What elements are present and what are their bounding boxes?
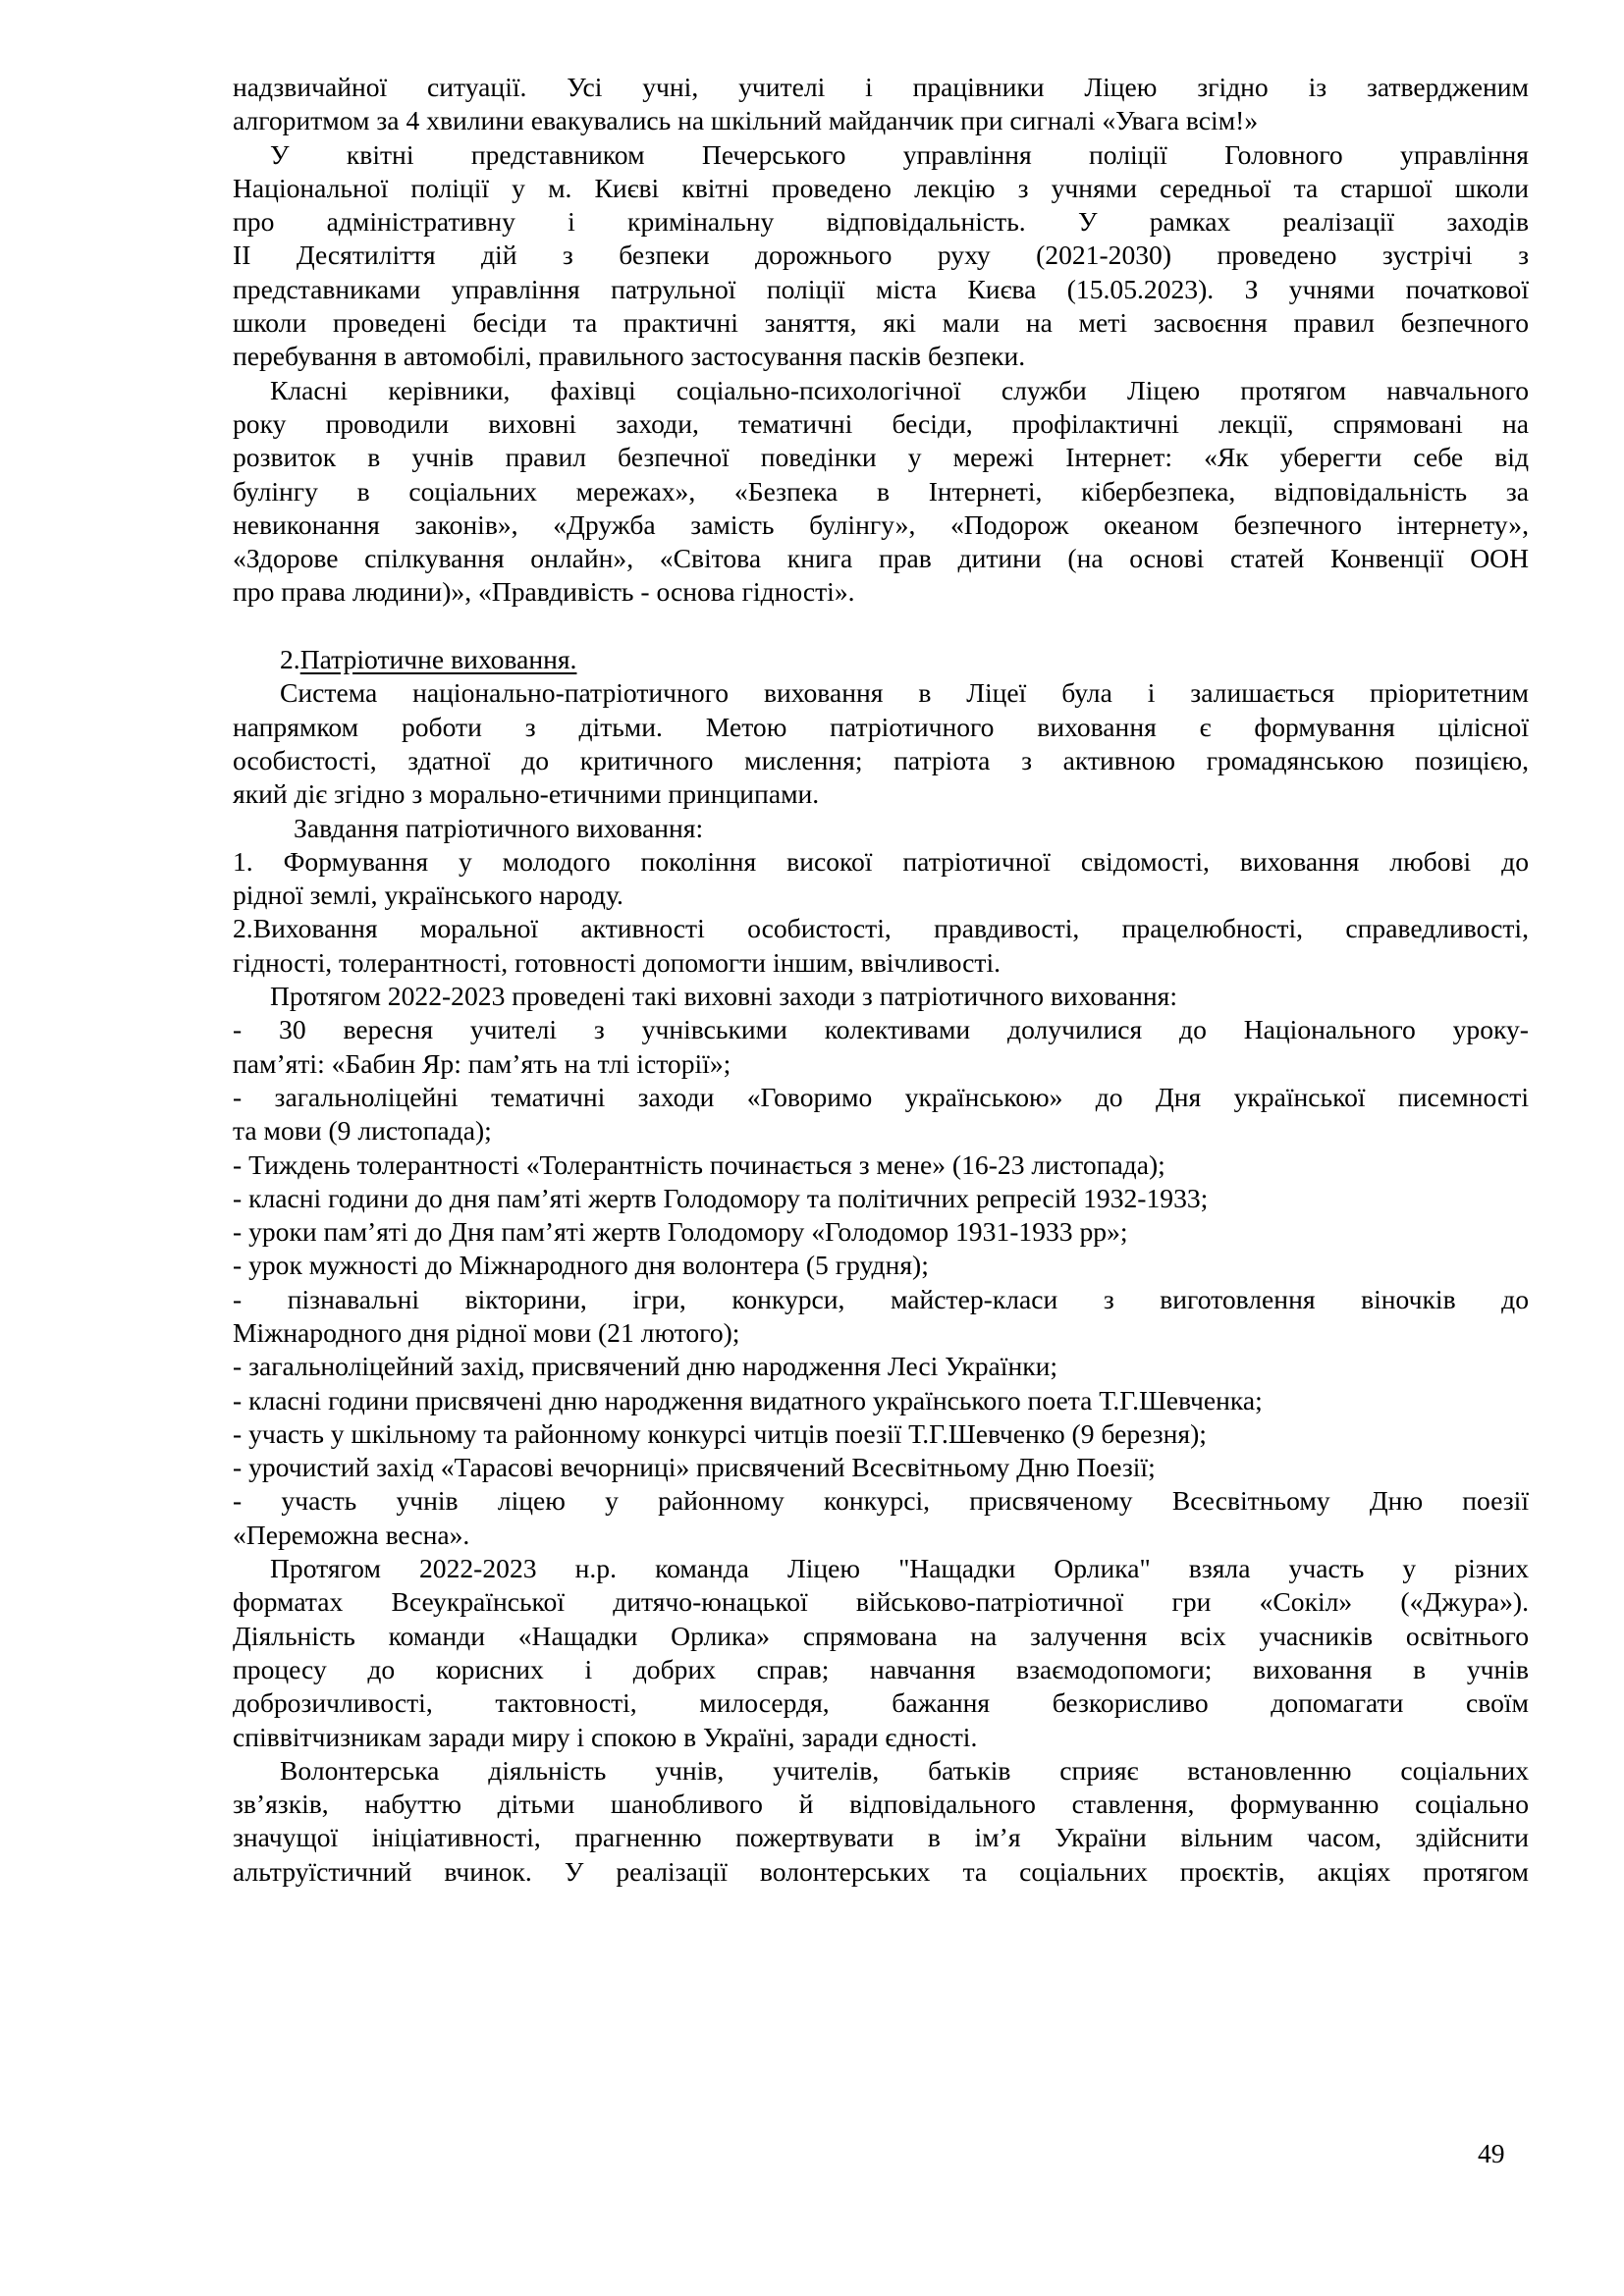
text-line: про права людини)», «Правдивість - основа гідності». — [233, 576, 855, 608]
text-line: 1. Формування у молодого покоління високої патріотичної свідомості, виховання любові до — [233, 845, 1529, 877]
text-line: представниками управління патрульної поліції міста Києва (15.05.2023). З учнями початкової — [233, 273, 1529, 304]
text-line: 2.Виховання моральної активності особистості, правдивості, працелюбності, справедливості, — [233, 913, 1529, 944]
text-line: доброзичливості, тактовності, милосердя, бажання безкорисливо допомагати своїм — [233, 1687, 1529, 1719]
event-item — [233, 1013, 1529, 1081]
text-line: особистості, здатної до критичного мислення; патріота з активною громадянською позицією, — [233, 744, 1529, 775]
page-number: 49 — [1478, 2138, 1505, 2168]
text-line: - участь учнів ліцею у районному конкурсі, присвяченому Всесвітньому Дню поезії — [233, 1485, 1529, 1517]
text-line: процесу до корисних і добрих справ; навчання взаємодопомоги; виховання в учнів — [233, 1653, 1529, 1684]
section-title: Патріотичне виховання. — [299, 644, 577, 675]
text-line: року проводили виховні заходи, тематичні бесіди, профілактичні лекції, спрямовані на — [233, 407, 1529, 439]
task-item-1 — [233, 845, 1529, 913]
text-line: Класні керівники, фахівці соціально-психологічної служби Ліцею протягом навчального — [270, 374, 1529, 405]
events-list — [233, 1013, 1529, 1552]
event-item — [233, 1081, 1529, 1148]
text-line: Міжнародного дня рідної мови (21 лютого); — [233, 1316, 740, 1348]
task-item-2 — [233, 912, 1529, 980]
event-item — [233, 1283, 1529, 1351]
text-line: - Тиждень толерантності «Толерантність починається з мене» (16-23 листопада); — [233, 1148, 1165, 1180]
text-line: ІІ Десятиліття дій з безпеки дорожнього руху (2021-2030) проведено зустрічі з — [233, 240, 1529, 271]
text-line: Система національно-патріотичного виховання в Ліцеї була і залишається пріоритетним — [280, 677, 1529, 709]
event-item — [233, 1182, 1529, 1215]
text-line: напрямком роботи з дітьми. Метою патріотичного виховання є формування цілісної — [233, 711, 1529, 742]
text-line: співвітчизникам заради миру і спокою в Україні, заради єдності. — [233, 1721, 978, 1752]
event-item — [233, 1215, 1529, 1249]
text-line: - участь у шкільному та районному конкурсі читців поезії Т.Г.Шевченко (9 березня); — [233, 1417, 1207, 1449]
text-line: форматах Всеукраїнської дитячо-юнацької військово-патріотичної гри «Сокіл» («Джура»). — [233, 1586, 1529, 1618]
text-line: пам’яті: «Бабин Яр: пам’ять на тлі історії»; — [233, 1047, 731, 1079]
text-line: - 30 вересня учителі з учнівськими колективами долучилися до Національного уроку- — [233, 1014, 1529, 1045]
text-line: У квітні представником Печерського управління поліції Головного управління — [270, 138, 1529, 170]
text-line: «Переможна весна». — [233, 1519, 470, 1550]
text-line: альтруїстичний вчинок. У реалізації волонтерських та соціальних проєктів, акціях протягом — [233, 1855, 1529, 1887]
text-line: зв’язків, набуттю дітьми шанобливого й відповідального ставлення, формуванню соціально — [233, 1789, 1529, 1820]
event-item — [233, 1484, 1529, 1552]
blank-line — [233, 610, 1529, 643]
text-line: - пізнавальні вікторини, ігри, конкурси, майстер-класи з виготовлення віночків до — [233, 1283, 1529, 1314]
text-line: - загальноліцейний захід, присвячений дню народження Лесі Українки; — [233, 1351, 1058, 1382]
paragraph-internet-safety — [233, 374, 1529, 610]
section-heading — [233, 643, 1529, 676]
text-line: - класні години до дня пам’яті жертв Голодомору та політичних репресій 1932-1933; — [233, 1182, 1209, 1213]
paragraph-emergency — [233, 71, 1529, 138]
text-line: - урочистий захід «Тарасові вечорниці» присвячений Всесвітньому Дню Поезії; — [233, 1452, 1156, 1483]
text-line: який діє згідно з морально-етичними принципами. — [233, 778, 820, 810]
event-item — [233, 1417, 1529, 1451]
text-line: надзвичайної ситуації. Усі учні, учителі і працівники Ліцею згідно із затвердженим — [233, 72, 1529, 102]
text-line: Діяльність команди «Нащадки Орлика» спрямована на залучення всіх учасників освітнього — [233, 1620, 1529, 1651]
text-line: Національної поліції у м. Києві квітні проведено лекцію з учнями середньої та старшої школи — [233, 172, 1529, 203]
text-line: Протягом 2022-2023 н.р. команда Ліцею "Нащадки Орлика" взяла участь у різних — [270, 1553, 1529, 1584]
paragraph-police-lecture — [233, 138, 1529, 374]
text-line: значущої ініціативності, прагненню пожертвувати в ім’я України вільним часом, здійснити — [233, 1822, 1529, 1853]
event-item — [233, 1249, 1529, 1282]
text-line: про адміністративну і кримінальну відповідальність. У рамках реалізації заходів — [233, 206, 1529, 238]
event-item — [233, 1350, 1529, 1383]
text-line: рідної землі, українського народу. — [233, 880, 623, 911]
text-line: та мови (9 листопада); — [233, 1115, 492, 1147]
text-line: - класні години присвячені дню народження видатного українського поета Т.Г.Шевченка; — [233, 1384, 1263, 1415]
text-line: гідності, толерантності, готовності допомогти іншим, ввічливості. — [233, 946, 1001, 978]
events-intro: Протягом 2022-2023 проведені такі виховні заходи з патріотичного виховання: — [270, 981, 1178, 1012]
text-line: розвиток в учнів правил безпечної поведінки у мережі Інтернет: «Як уберегти себе від — [233, 442, 1529, 473]
text-line: перебування в автомобілі, правильного застосування пасків безпеки. — [233, 341, 1026, 372]
paragraph-patriotic-system — [233, 676, 1529, 811]
text-line: «Здорове спілкування онлайн», «Світова книга прав дитини (на основі статей Конвенції ООН — [233, 543, 1529, 574]
text-line: невиконання законів», «Дружба замість булінгу», «Подорож океаном безпечного інтернету», — [233, 508, 1529, 540]
tasks-heading: Завдання патріотичного виховання: — [294, 812, 704, 843]
event-item — [233, 1451, 1529, 1484]
text-line: - урок мужності до Міжнародного дня волонтера (5 грудня); — [233, 1250, 929, 1281]
section-number: 2. — [280, 644, 300, 675]
text-line: алгоритмом за 4 хвилини евакувались на шкільний майданчик при сигналі «Увага всім!» — [233, 105, 1259, 136]
event-item — [233, 1148, 1529, 1182]
paragraph-orlyk-team — [233, 1552, 1529, 1754]
text-line: Волонтерська діяльність учнів, учителів, батьків сприяє встановленню соціальних — [280, 1754, 1529, 1786]
document-page — [233, 71, 1529, 1889]
event-item — [233, 1384, 1529, 1417]
paragraph-volunteering — [233, 1754, 1529, 1889]
text-line: - загальноліцейні тематичні заходи «Говоримо українською» до Дня української писемності — [233, 1081, 1529, 1112]
text-line: школи проведені бесіди та практичні заняття, які мали на меті засвоєння правил безпечного — [233, 307, 1529, 339]
text-line: - уроки пам’яті до Дня пам’яті жертв Голодомору «Голодомор 1931-1933 рр»; — [233, 1216, 1128, 1248]
text-line: булінгу в соціальних мережах», «Безпека в Інтернеті, кібербезпека, відповідальність за — [233, 475, 1529, 507]
